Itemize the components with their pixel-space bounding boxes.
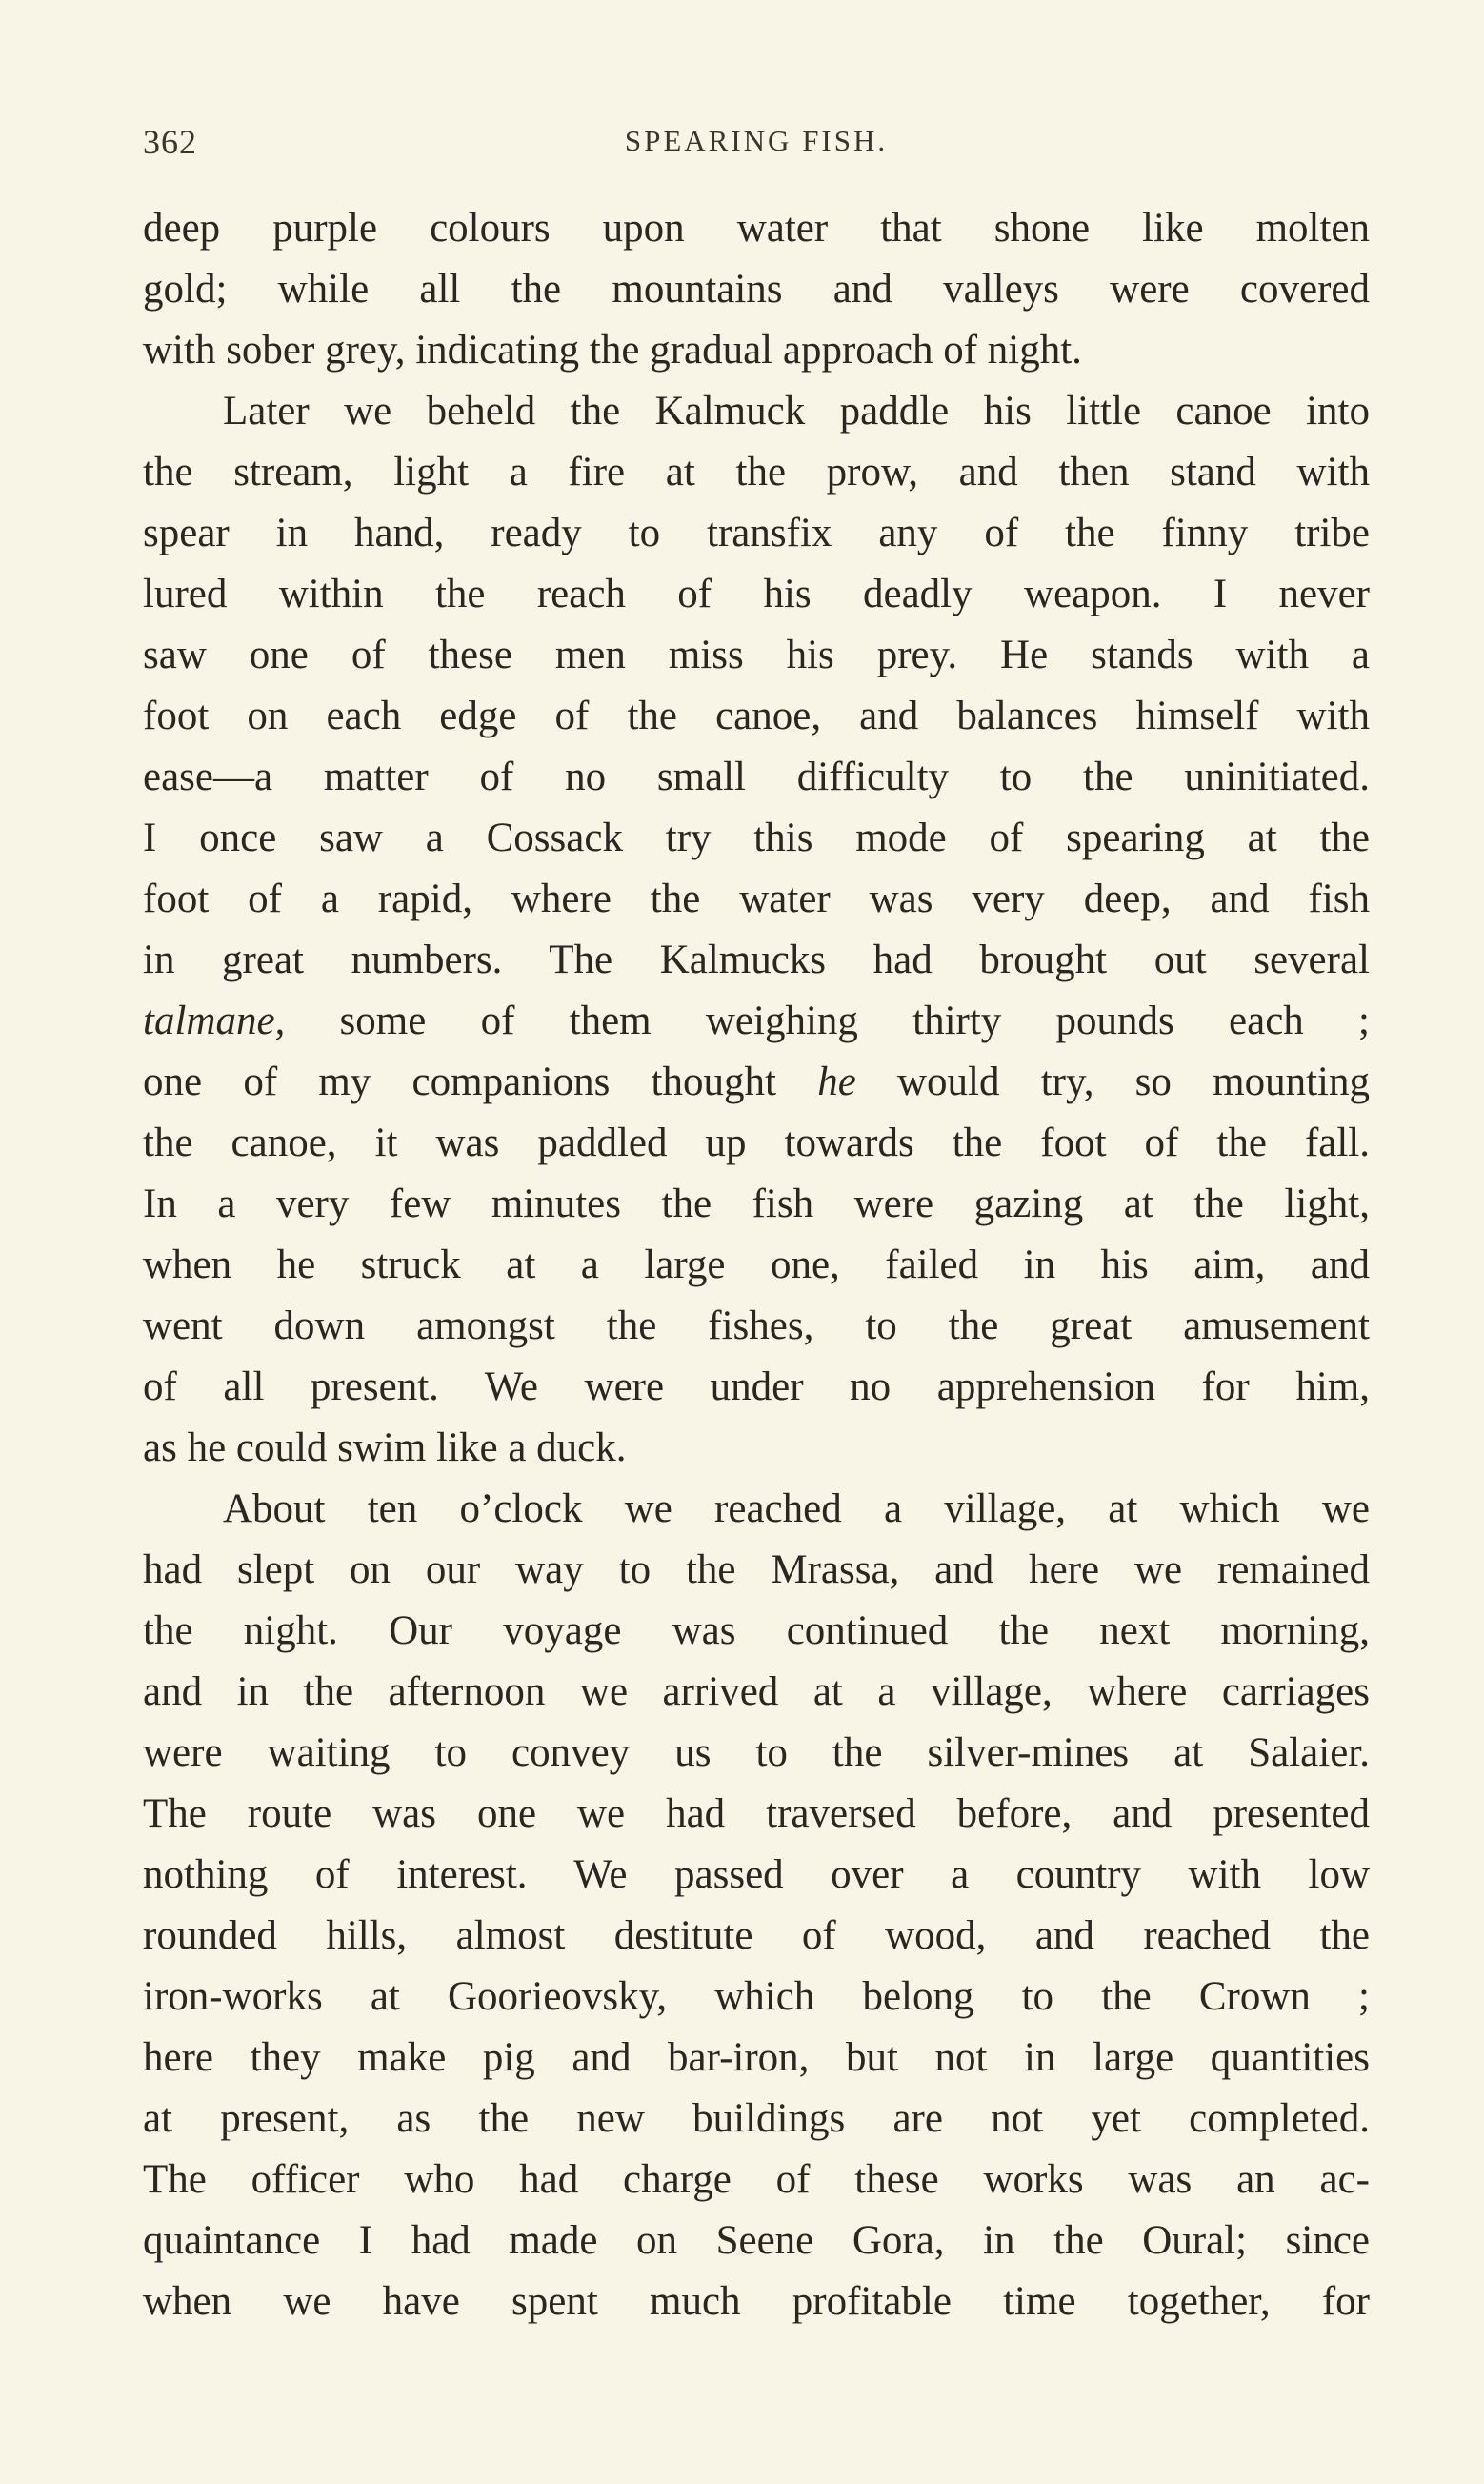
text-line: I once saw a Cossack try this mode of spearing at the: [143, 816, 1370, 860]
text-line: were waiting to convey us to the silver-mines at Salaier.: [143, 1730, 1370, 1775]
text-line: went down amongst the fishes, to the great amusement: [143, 1303, 1370, 1348]
text-line: in great numbers. The Kalmucks had brought out several: [143, 938, 1370, 982]
text-line: foot of a rapid, where the water was very deep, and fish: [143, 877, 1370, 921]
text-line: spear in hand, ready to transfix any of the finny tribe: [143, 511, 1370, 555]
text-line: rounded hills, almost destitute of wood, and reached the: [143, 1913, 1370, 1958]
text-line: iron-works at Goorieovsky, which belong to the Crown ;: [143, 1974, 1370, 2019]
text-line: The route was one we had traversed before, and presented: [143, 1791, 1370, 1836]
italic-word: talmane,: [143, 999, 286, 1043]
line-text: some of them weighing thirty pounds each ;: [285, 999, 1370, 1043]
page-number: 362: [143, 123, 197, 161]
text-line: ease—a matter of no small difficulty to the uninitiated.: [143, 755, 1370, 799]
text-line: In a very few minutes the fish were gazing at the light,: [143, 1181, 1370, 1226]
text-line: saw one of these men miss his prey. He stands with a: [143, 633, 1370, 677]
text-line: nothing of interest. We passed over a country with low: [143, 1852, 1370, 1897]
running-title: SPEARING FISH.: [624, 124, 889, 157]
paragraph-start-line: Later we beheld the Kalmuck paddle his little canoe into: [223, 389, 1370, 434]
text-line: the canoe, it was paddled up towards the foot of the fall.: [143, 1121, 1370, 1165]
text-line: [143, 1052, 1370, 1113]
text-line: had slept on our way to the Mrassa, and here we remained: [143, 1547, 1370, 1592]
text-line: quaintance I had made on Seene Gora, in the Oural; since: [143, 2218, 1370, 2263]
page-header: [143, 122, 1370, 160]
line-text: one of my companions thought: [143, 1060, 818, 1104]
body-text: [143, 198, 1370, 2333]
paragraph-start-line: About ten o’clock we reached a village, at which we: [223, 1486, 1370, 1531]
text-line: the night. Our voyage was continued the next morning,: [143, 1608, 1370, 1653]
text-line: [143, 991, 1370, 1052]
text-line: and in the afternoon we arrived at a village, where carriages: [143, 1669, 1370, 1714]
text-line: lured within the reach of his deadly weapon. I never: [143, 572, 1370, 616]
line-text: would try, so mounting: [855, 1060, 1370, 1104]
text-line: gold; while all the mountains and valleys were covered: [143, 267, 1370, 312]
text-line: when he struck at a large one, failed in his aim, and: [143, 1242, 1370, 1287]
text-line: with sober grey, indicating the gradual approach of night.: [143, 328, 1082, 373]
text-line: when we have spent much profitable time together, for: [143, 2279, 1370, 2324]
italic-word: he: [817, 1060, 856, 1104]
text-line: the stream, light a fire at the prow, and then stand with: [143, 450, 1370, 495]
text-line: at present, as the new buildings are not yet completed.: [143, 2096, 1370, 2141]
text-line: foot on each edge of the canoe, and balances himself with: [143, 694, 1370, 738]
text-line: as he could swim like a duck.: [143, 1425, 627, 1470]
text-line: of all present. We were under no apprehension for him,: [143, 1364, 1370, 1409]
text-line: here they make pig and bar-iron, but not in large quantities: [143, 2035, 1370, 2080]
text-line: The officer who had charge of these works was an ac-: [143, 2157, 1370, 2202]
text-line: deep purple colours upon water that shone like molten: [143, 206, 1370, 251]
